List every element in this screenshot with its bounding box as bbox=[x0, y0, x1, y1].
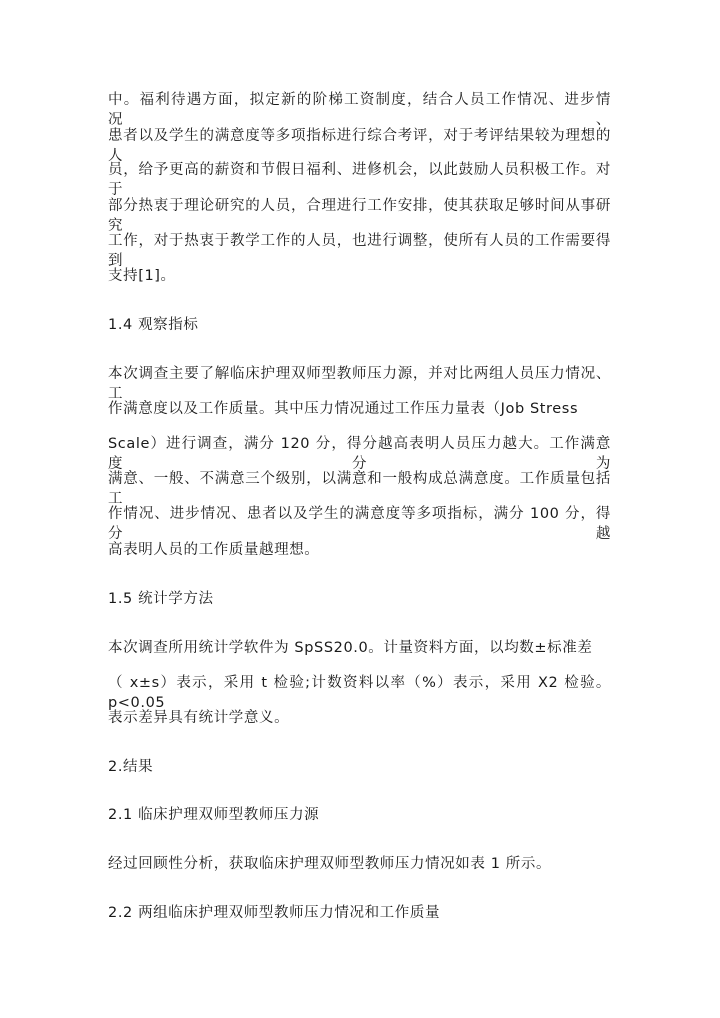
body-text-line: 满意、一般、不满意三个级别，以满意和一般构成总满意度。工作质量包括工 bbox=[108, 471, 611, 507]
body-text-line: 员，给予更高的薪资和节假日福利、进修机会，以此鼓励人员积极工作。对于 bbox=[108, 162, 611, 198]
body-text-line: （ x±s）表示，采用 t 检验;计数资料以率（%）表示，采用 X2 检验。p<0.05 bbox=[108, 675, 611, 711]
body-text-line: Scale）进行调查，满分 120 分，得分越高表明人员压力越大。工作满意度分为 bbox=[108, 436, 611, 472]
section-heading: 1.5 统计学方法 bbox=[108, 591, 214, 607]
body-text-line: 本次调查主要了解临床护理双师型教师压力源，并对比两组人员压力情况、工 bbox=[108, 366, 611, 402]
body-text-line: 经过回顾性分析，获取临床护理双师型教师压力情况如表 1 所示。 bbox=[108, 856, 552, 872]
body-text-line: 作情况、进步情况、患者以及学生的满意度等多项指标，满分 100 分，得分越 bbox=[108, 506, 611, 542]
body-text-line: 中。福利待遇方面，拟定新的阶梯工资制度，结合人员工作情况、进步情况、 bbox=[108, 92, 611, 128]
body-text-line: 作满意度以及工作质量。其中压力情况通过工作压力量表（Job Stress bbox=[108, 401, 579, 417]
body-text-line: 工作，对于热衷于教学工作的人员，也进行调整，使所有人员的工作需要得到 bbox=[108, 233, 611, 269]
body-text-line: 表示差异具有统计学意义。 bbox=[108, 710, 290, 726]
body-text-line: 高表明人员的工作质量越理想。 bbox=[108, 542, 320, 558]
section-heading: 2.2 两组临床护理双师型教师压力情况和工作质量 bbox=[108, 905, 441, 921]
body-text-line: 部分热衷于理论研究的人员，合理进行工作安排，使其获取足够时间从事研究 bbox=[108, 198, 611, 234]
body-text-line: 本次调查所用统计学软件为 SpSS20.0。计量资料方面，以均数±标准差 bbox=[108, 640, 593, 656]
body-text-line: 支持[1]。 bbox=[108, 268, 176, 284]
section-heading: 1.4 观察指标 bbox=[108, 317, 199, 333]
section-heading: 2.1 临床护理双师型教师压力源 bbox=[108, 807, 320, 823]
body-text-line: 患者以及学生的满意度等多项指标进行综合考评，对于考评结果较为理想的人 bbox=[108, 128, 611, 164]
section-heading: 2.结果 bbox=[108, 759, 154, 775]
